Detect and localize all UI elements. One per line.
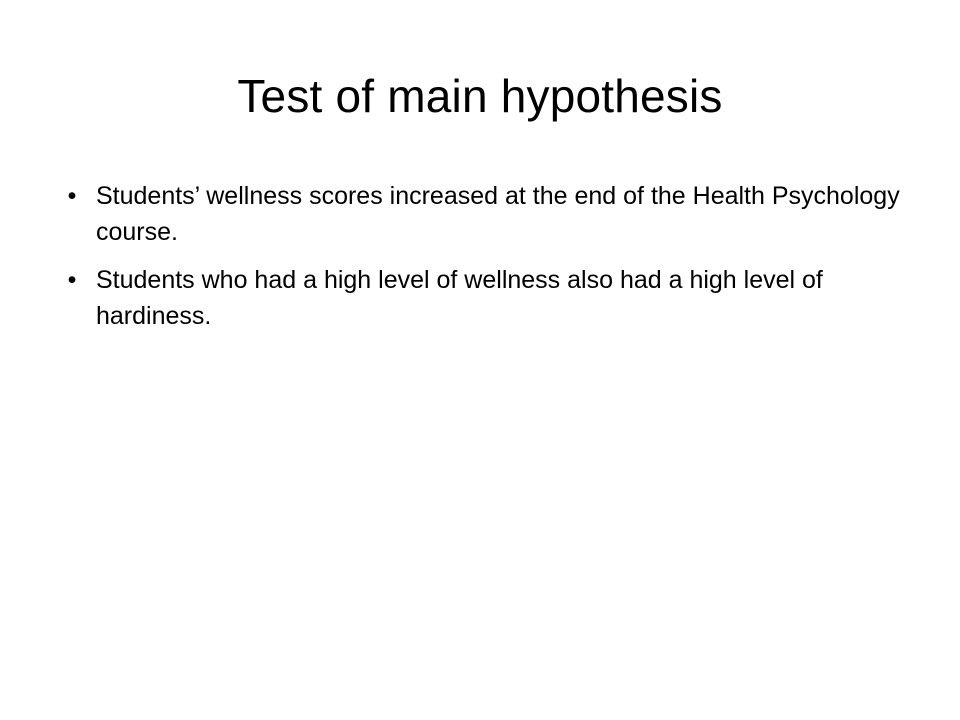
bullet-text: Students’ wellness scores increased at the end of the Health Psychology course. — [96, 182, 900, 246]
bullet-icon: • — [67, 182, 77, 210]
bullet-text: Students who had a high level of wellness also had a high level of hardiness. — [96, 266, 823, 330]
bullet-list — [62, 178, 902, 346]
slide-title: Test of main hypothesis — [237, 70, 723, 122]
bullet-item — [62, 178, 902, 250]
bullet-icon: • — [67, 266, 77, 294]
bullet-item — [62, 262, 902, 334]
